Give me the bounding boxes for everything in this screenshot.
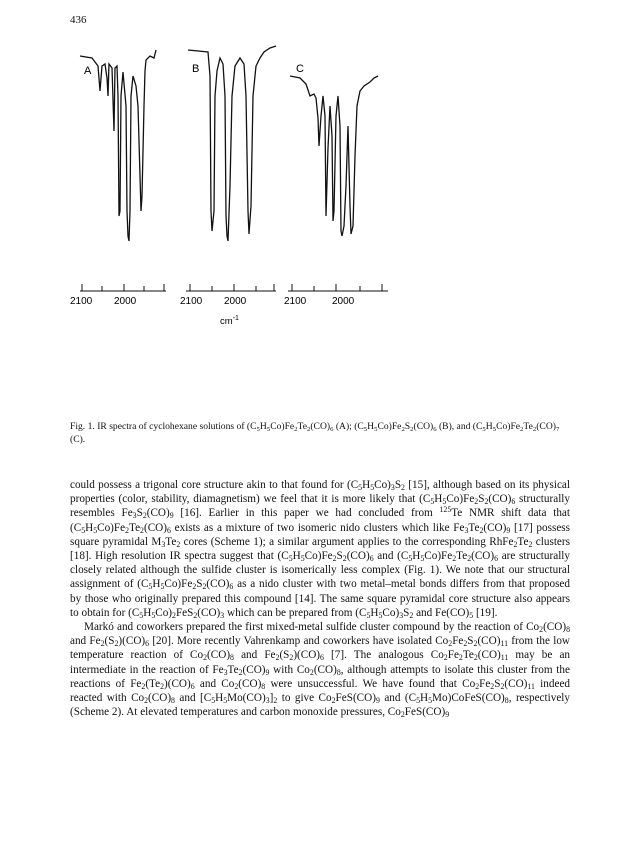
tick-label: 2000	[114, 296, 137, 307]
x-axis-c	[288, 284, 388, 291]
figure-caption	[70, 420, 570, 446]
tick-label: 2000	[224, 296, 247, 307]
spectrum-trace-a	[80, 50, 156, 241]
axis-unit-exponent: -1	[232, 315, 239, 322]
x-axis-b	[186, 284, 276, 291]
axis-unit: cm	[220, 316, 233, 327]
panel-label-b: B	[192, 63, 200, 75]
tick-label: 2100	[284, 296, 307, 307]
panel-label-a: A	[84, 65, 92, 77]
spectrum-trace-c	[290, 76, 378, 236]
page-number: 436	[70, 14, 87, 26]
body-text	[70, 478, 570, 719]
ir-spectra-figure	[70, 36, 490, 336]
panel-label-c: C	[296, 63, 304, 75]
tick-label: 2100	[180, 296, 203, 307]
tick-label: 2000	[332, 296, 355, 307]
figure-caption-text: IR spectra of cyclohexane solutions of $(C_5H_5Co)Fe_2Te_2(CO)_6$ (A); $(C_5H_5Co)Fe_2S_2(CO)_6$ (B), and $(C_5H_5Co)Fe_2Te_2(CO)_7$ (C).	[70, 421, 560, 445]
axis-unit-label	[220, 315, 239, 327]
figure-caption-label: Fig. 1.	[70, 421, 95, 432]
body-paragraph-1: could possess a trigonal core structure akin to that found for $(C_5H_5Co)_3S_2$ [15], although based on its physical properties (color, stability, diamagnetism) we feel that it is more likely that $(C_5H_5Co)Fe_2S_2(CO)_6$ structurally resembles $Fe_3S_2(CO)_9$ [16]. Earlier in this paper we had concluded from $^{125}$Te NMR shift data that $(C_5H_5Co)Fe_2Te_2(CO)_6$ exists as a mixture of two isomeric nido clusters which like $Fe_3Te_2(CO)_9$ [17] possess square pyramidal $M_3Te_2$ cores (Scheme 1); a similar argument applies to the corresponding $RhFe_2Te_2$ clusters [18]. High resolution IR spectra suggest that $(C_5H_5Co)Fe_2S_2(CO)_6$ and $(C_5H_5Co)Fe_2Te_2(CO)_6$ are structurally closely related although the sulfide cluster is isomerically less complex (Fig. 1). We note that our structural assignment of $(C_5H_5Co)Fe_2S_2(CO)_6$ as a nido cluster with two metal–metal bonds differs from that proposed by those who originally prepared this compound [14]. The same square pyramidal core structure also appears to obtain for $(C_5H_5Co)_2FeS_2(CO)_3$ which can be prepared from $(C_5H_5Co)_3S_2$ and $Fe(CO)_5$ [19].	[70, 479, 571, 620]
spectrum-trace-b	[188, 46, 276, 241]
x-axis-a	[80, 284, 166, 291]
tick-label: 2100	[70, 296, 93, 307]
body-paragraph-2: Markó and coworkers prepared the first mixed-metal sulfide cluster compound by the reaction of $Co_2(CO)_8$ and $Fe_2(S_2)(CO)_6$ [20]. More recently Vahrenkamp and coworkers have isolated $Co_2Fe_2S_2(CO)_{11}$ from the low temperature reaction of $Co_2(CO)_8$ and $Fe_2(S_2)(CO)_6$ [7]. The analogous $Co_2Fe_2Te_2(CO)_{11}$ may be an intermediate in the reaction of $Fe_3Te_2(CO)_9$ with $Co_2(CO)_8$, although attempts to isolate this cluster from the reactions of $Fe_2(Te_2)(CO)_6$ and $Co_2(CO)_8$ were unsuccessful. We have found that $Co_2Fe_2S_2(CO)_{11}$ indeed reacted with $Co_2(CO)_8$ and $[C_5H_5Mo(CO)_3]_2$ to give $Co_2FeS(CO)_9$ and $(C_5H_5Mo)CoFeS(CO)_8$, respectively (Scheme 2). At elevated temperatures and carbon monoxide pressures, $Co_2FeS(CO)_9$	[70, 621, 571, 720]
